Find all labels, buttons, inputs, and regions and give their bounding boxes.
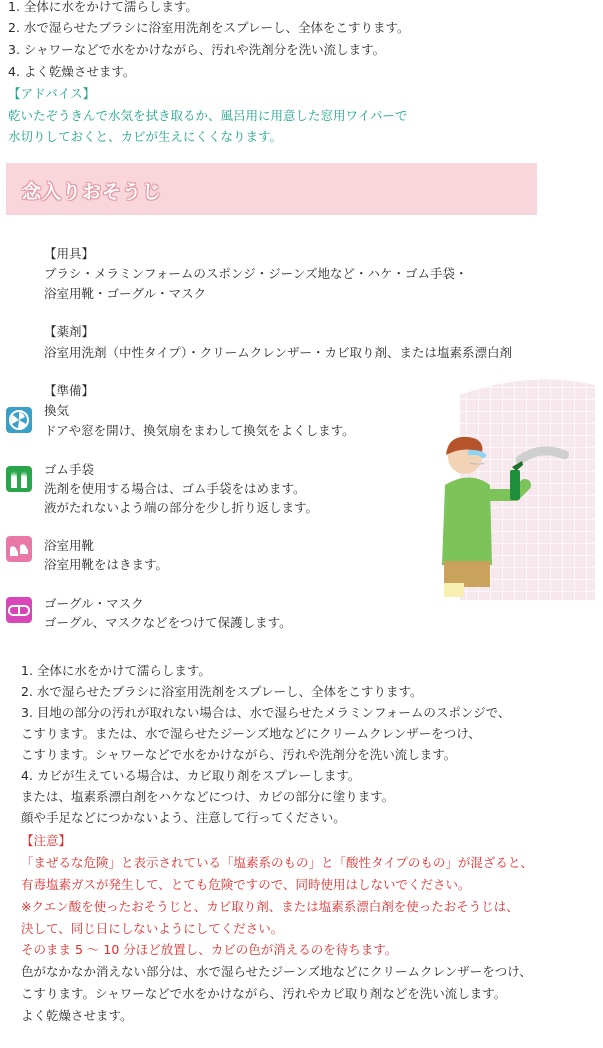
caution-line-2: 有毒塩素ガスが発生して、とても危険ですので、同時使用はしないでください。 bbox=[21, 877, 471, 892]
step-line-1: 1. 全体に水をかけて濡らします。 bbox=[21, 663, 211, 678]
boots-icon bbox=[6, 536, 32, 562]
prep-item-text-2b: 液がたれないよう端の部分を少し折り返します。 bbox=[44, 500, 319, 515]
step-line-2: 2. 水で湿らせたブラシに浴室用洗剤をスプレーし、全体をこすります。 bbox=[21, 684, 423, 699]
chemicals-text: 浴室用洗剤（中性タイプ）・クリームクレンザー・カビ取り剤、または塩素系漂白剤 bbox=[44, 345, 512, 360]
caution-line-4: 決して、同じ日にしないようにしてください。 bbox=[21, 921, 284, 936]
step-line-8: 顔や手足などにつかないよう、注意して行ってください。 bbox=[21, 810, 346, 825]
advice-line-1: 乾いたぞうきんで水気を拭き取るか、風呂用に用意した窓用ワイパーで bbox=[8, 108, 408, 123]
final-line-2: こすります。シャワーなどで水をかけながら、汚れやカビ取り剤などを洗い流します。 bbox=[21, 986, 507, 1001]
advice-heading: 【アドバイス】 bbox=[8, 86, 96, 101]
top-step-4: 4. よく乾燥させます。 bbox=[8, 64, 136, 79]
section-title: 念入りおそうじ bbox=[22, 181, 163, 203]
top-step-2: 2. 水で湿らせたブラシに浴室用洗剤をスプレーし、全体をこすります。 bbox=[8, 20, 410, 35]
final-line-1: 色がなかなか消えない部分は、水で湿らせたジーンズ地などにクリームクレンザーをつけ、 bbox=[21, 964, 532, 979]
step-line-5: こすります。シャワーなどで水をかけながら、汚れや洗剤分を洗い流します。 bbox=[21, 747, 457, 762]
tools-heading: 【用具】 bbox=[44, 246, 95, 261]
caution-heading: 【注意】 bbox=[21, 833, 72, 848]
prep-item-title-2: ゴム手袋 bbox=[44, 462, 95, 477]
cleaning-person-illustration bbox=[430, 375, 600, 605]
tools-line-1: ブラシ・メラミンフォームのスポンジ・ジーンズ地など・ハケ・ゴム手袋・ bbox=[44, 266, 468, 281]
step-line-6: 4. カビが生えている場合は、カビ取り剤をスプレーします。 bbox=[21, 768, 361, 783]
prep-item-title-1: 換気 bbox=[44, 403, 70, 418]
prep-item-title-4: ゴーグル・マスク bbox=[44, 596, 144, 611]
caution-line-3: ※クエン酸を使ったおそうじと、カビ取り剤、または塩素系漂白剤を使ったおそうじは、 bbox=[21, 899, 519, 914]
prep-item-text-3: 浴室用靴をはきます。 bbox=[44, 557, 169, 572]
advice-line-2: 水切りしておくと、カビが生えにくくなります。 bbox=[8, 129, 283, 144]
step-line-7: または、塩素系漂白剤をハケなどにつけ、カビの部分に塗ります。 bbox=[21, 789, 395, 804]
top-step-1: 1. 全体に水をかけて濡らします。 bbox=[8, 0, 198, 14]
prep-heading: 【準備】 bbox=[44, 383, 95, 398]
prep-item-text-1: ドアや窓を開け、換気扇をまわして換気をよくします。 bbox=[44, 423, 355, 438]
fan-icon bbox=[6, 407, 32, 433]
chemicals-heading: 【薬剤】 bbox=[44, 324, 95, 339]
section-banner bbox=[6, 163, 537, 215]
caution-line-1: 「まぜるな危険」と表示されている「塩素系のもの」と「酸性タイプのもの」が混ざると、 bbox=[21, 855, 533, 870]
final-line-3: よく乾燥させます。 bbox=[21, 1008, 133, 1023]
prep-item-text-2a: 洗剤を使用する場合は、ゴム手袋をはめます。 bbox=[44, 481, 306, 496]
step-line-3: 3. 目地の部分の汚れが取れない場合は、水で湿らせたメラミンフォームのスポンジで、 bbox=[21, 705, 511, 720]
top-step-3: 3. シャワーなどで水をかけながら、汚れや洗剤分を洗い流します。 bbox=[8, 42, 386, 57]
step-line-4: こすります。または、水で湿らせたジーンズ地などにクリームクレンザーをつけ、 bbox=[21, 726, 481, 741]
glove-icon bbox=[6, 466, 32, 492]
prep-item-text-4: ゴーグル、マスクなどをつけて保護します。 bbox=[44, 615, 292, 630]
prep-item-title-3: 浴室用靴 bbox=[44, 538, 95, 553]
tools-line-2: 浴室用靴・ゴーグル・マスク bbox=[44, 286, 207, 301]
caution-line-5: そのまま 5 〜 10 分ほど放置し、カビの色が消えるのを待ちます。 bbox=[21, 942, 398, 957]
goggles-icon bbox=[6, 597, 32, 623]
